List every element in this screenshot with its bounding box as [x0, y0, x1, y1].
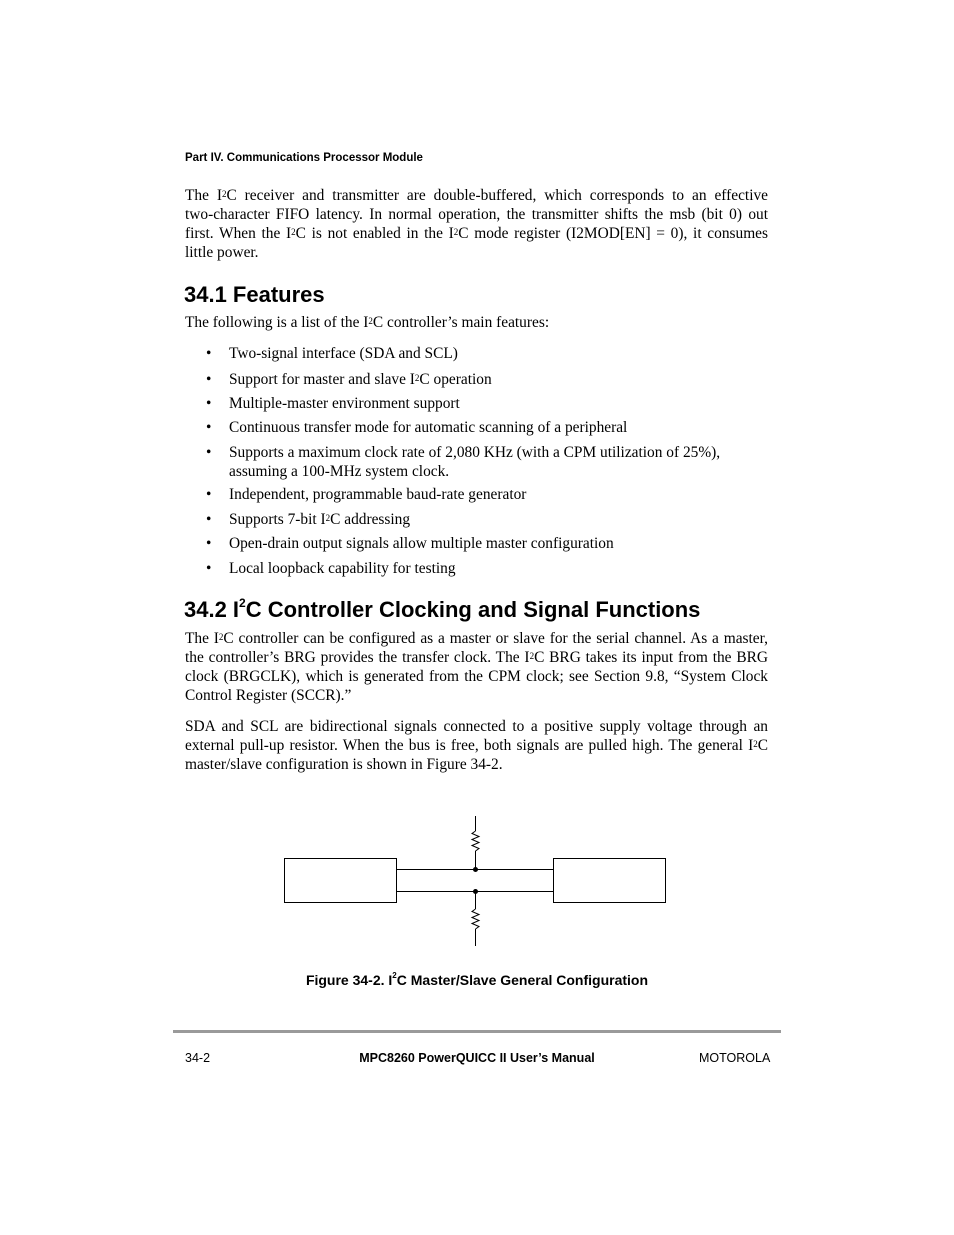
left-device-box	[285, 859, 397, 903]
list-item: • Local loopback capability for testing	[206, 560, 456, 577]
list-item: • Continuous transfer mode for automatic scanning of a peripheral	[206, 419, 628, 436]
p2-line-2: external pull-up resistor. When the bus is free, both signals are pulled high. The general $I^2C$	[185, 737, 768, 754]
p1-line-3: clock (BRGCLK), which is generated from the CPM clock; see Section 9.8, “System Clock	[185, 668, 768, 685]
page-number: 34-2	[185, 1051, 211, 1065]
list-item: • Open-drain output signals allow multiple master configuration	[206, 535, 614, 552]
p1-line-1: The $I^2C$ controller can be configured as a master or slave for the serial channel. As a master,	[185, 630, 768, 647]
intro-line-3: first. When the $I^2C$ is not enabled in the $I^2C$ mode register (I2MOD[EN] = 0), it consumes	[185, 225, 768, 242]
bullet-icon: •	[206, 511, 212, 528]
p2-line-1: SDA and SCL are bidirectional signals connected to a positive supply voltage through an	[185, 718, 768, 735]
bullet-icon: •	[206, 486, 212, 503]
running-header: Part IV. Communications Processor Module	[185, 152, 423, 164]
bullet-icon: •	[206, 444, 212, 461]
junction-bottom	[473, 889, 478, 894]
list-item: • Support for master and slave $I^2C$ operation	[206, 371, 492, 388]
section-heading-features: 34.1 Features	[184, 282, 325, 307]
bullet-icon: •	[206, 419, 212, 436]
list-item: • Supports 7-bit $I^2C$ addressing	[206, 511, 411, 528]
brand-name: MOTOROLA	[699, 1051, 771, 1065]
list-item: • Two-signal interface (SDA and SCL)	[206, 345, 458, 362]
manual-title: MPC8260 PowerQUICC II User’s Manual	[359, 1051, 595, 1065]
figure-caption: Figure 34-2. $I^2C$ Master/Slave General Configuration	[305, 971, 649, 988]
footer-rule	[173, 1030, 781, 1033]
junction-top	[473, 867, 478, 872]
list-item: • Independent, programmable baud-rate generator	[206, 486, 527, 503]
bullet-icon: •	[206, 535, 212, 552]
resistor-bottom-icon	[472, 909, 479, 929]
bullet-icon: •	[206, 371, 212, 388]
bullet-icon: •	[206, 560, 212, 577]
section-heading-clocking: 34.2 $I^2C$ Controller Clocking and Signal Functions	[184, 596, 701, 622]
bullet-icon: •	[206, 345, 212, 362]
intro-line-2: two-character FIFO latency. In normal operation, the transmitter shifts the msb (bit 0) out	[185, 206, 768, 223]
intro-line-4: little power.	[185, 244, 259, 261]
p1-line-4: Control Register (SCCR).”	[185, 687, 352, 704]
list-item: • Supports a maximum clock rate of 2,080 KHz (with a CPM utilization of 25%), assuming a 100-MHz system clock.	[206, 444, 721, 480]
intro-line-1: The $I^2C$ receiver and transmitter are double-buffered, which corresponds to an effective	[185, 187, 768, 204]
p1-line-2: the controller’s BRG provides the transfer clock. The $I^2C$ BRG takes its input from the BRG	[185, 649, 768, 666]
p2-line-3: master/slave configuration is shown in Figure 34-2.	[185, 756, 503, 773]
resistor-top-icon	[472, 831, 479, 851]
features-lead: The following is a list of the $I^2C$ controller’s main features:	[185, 314, 550, 331]
bullet-icon: •	[206, 395, 212, 412]
right-device-box	[554, 859, 666, 903]
list-item: • Multiple-master environment support	[206, 395, 460, 412]
